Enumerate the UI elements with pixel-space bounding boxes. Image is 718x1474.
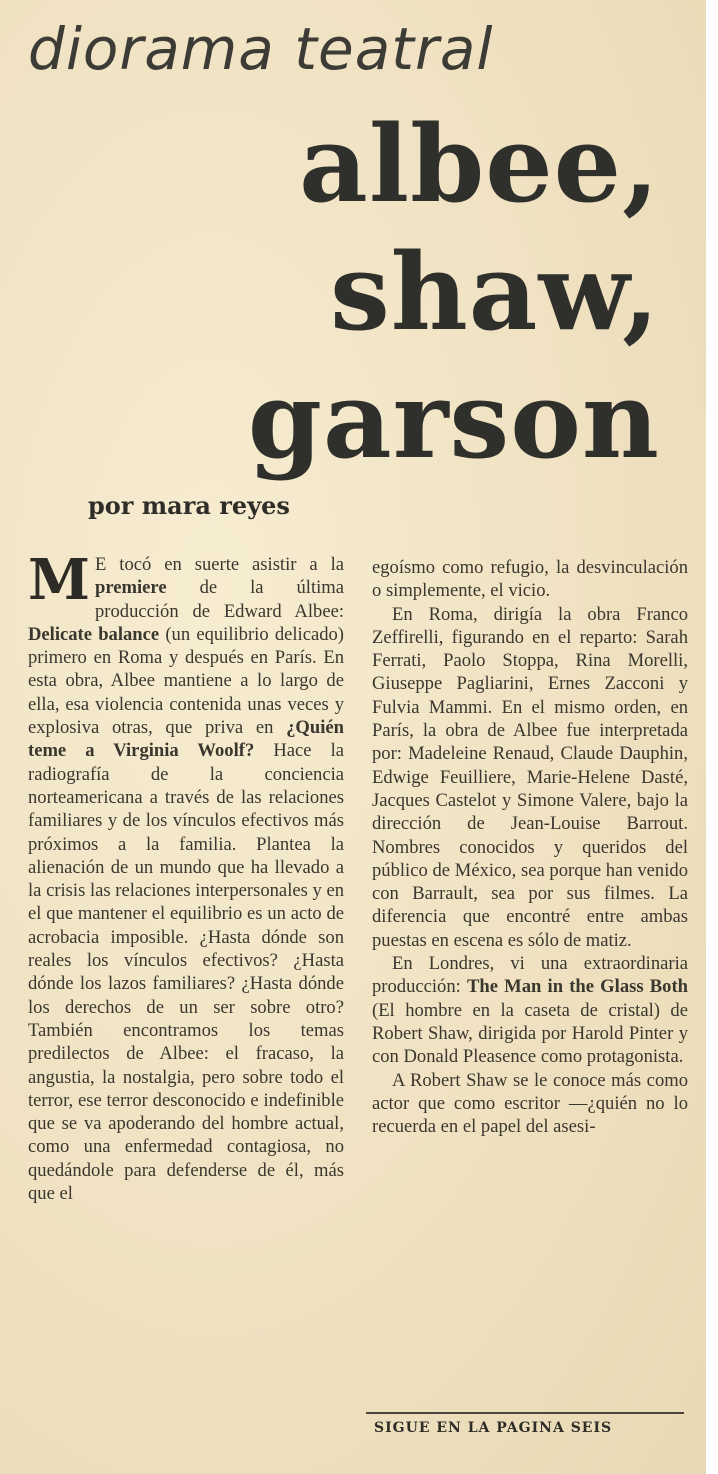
article-column-right: [372, 556, 688, 1138]
paragraph: egoísmo como refugio, la desvinculación o simplemente, el vicio.: [372, 557, 688, 602]
continued-on-page-note: SIGUE EN LA PAGINA SEIS: [374, 1420, 613, 1436]
headline-line-shaw: shaw,: [330, 229, 660, 354]
section-title: diorama teatral: [28, 15, 494, 83]
paragraph: A Robert Shaw se le conoce más como actor que como escritor —¿quién no lo recuerda en el papel del asesi-: [372, 1069, 688, 1138]
byline: por mara reyes: [88, 491, 290, 520]
emphasis-premiere: premiere: [95, 577, 167, 599]
paragraph: En Roma, dirigía la obra Franco Zeffirelli, figurando en el reparto: Sarah Ferrati, Paolo Stoppa, Rina Morelli, Giuseppe Pagliarini, Ernes Zacconi y Fulvia Mammi. En el mismo orden, en París, la obra de Albee fue interpretada por: Madeleine Renaud, Claude Dauphin, Edwige Feuilliere, Marie-Helene Dasté, Jacques Castelot y Simone Valere, bajo la dirección de Jean-Louise Barrout. Nombres conocidos y queridos del público de México, sea porque han venido con Barrault, sea por sus filmes. La diferencia que encontré entre ambas puestas en escena es sólo de matiz.: [372, 603, 688, 951]
headline: [230, 100, 660, 484]
play-title-man-in-glass-both: The Man in the Glass Both: [467, 976, 688, 998]
article-column-left: [28, 547, 345, 1205]
play-title-virginia-woolf: ¿Quién teme a Virginia Woolf?: [28, 717, 344, 762]
drop-cap: M: [28, 547, 90, 613]
paragraph: En Londres, vi una extraordinaria producción: The Man in the Glass Both (El hombre en la caseta de cristal) de Robert Shaw, dirigida por Harold Pinter y con Donald Pleasence como protagonista.: [372, 953, 688, 1068]
paragraph: M E tocó en suerte asistir a la premiere de la última producción de Edward Albee: Delicate balance (un equilibrio delicado) primero en Roma y después en París. En esta obra, Albee mantiene a lo largo de ella, esa violencia contenida unas veces y explosiva otras, que priva en ¿Quién teme a Virginia Woolf? Hace la radiografía de la conciencia norteamericana a través de las relaciones familiares y de los vínculos efectivos más próximos a la familia. Plantea la alienación de un mundo que ha llevado a la crisis las relaciones interpersonales y en el que mantener el equilibrio es un acto de acrobacia imposible. ¿Hasta dónde son reales los vínculos efectivos? ¿Hasta dónde los lazos familiares? ¿Hasta dónde los derechos de un ser sobre otro? También encontramos los temas predilectos de Albee: el fracaso, la angustia, la nostalgia, pero sobre todo el terror, ese terror desconocido e indefinible que se va apoderando del hombre actual, como una enfermedad contagiosa, no quedándole para defenderse de él, más que el: [28, 547, 345, 1205]
divider: [366, 1412, 684, 1414]
headline-line-albee: albee,: [299, 101, 660, 226]
play-title-delicate-balance: Delicate balance: [28, 623, 160, 645]
headline-line-garson: garson: [247, 357, 660, 482]
